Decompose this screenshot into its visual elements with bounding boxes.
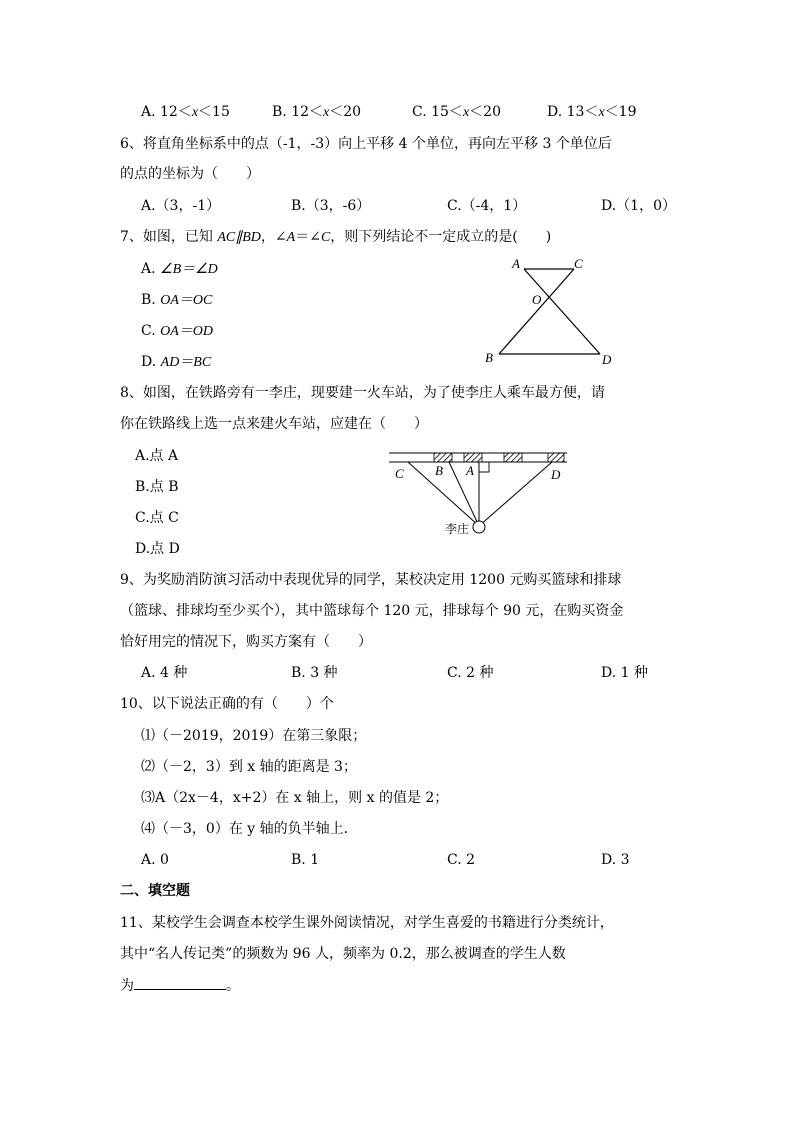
q5-option-d: D. 13＜x＜19 [547,104,637,120]
q8-railway-figure [385,446,575,541]
q11-stem-line2: 其中“名人传记类”的频数为 96 人，频率为 0.2，那么被调查的学生人数 [120,946,566,962]
q11-answer-blank[interactable] [134,975,226,990]
q7-stem: 7、如图，已知 AC∥BD，∠A＝∠C，则下列结论不一定成立的是( ) [120,229,552,245]
q7-option-b: B. OA＝OC [141,292,213,308]
line-b-to-village [449,462,479,526]
q6-option-c: C.（-4，1） [447,198,527,214]
q10-option-b: B. 1 [291,852,320,868]
q7-option-c: C. OA＝OD [141,323,214,339]
q10-option-a: A. 0 [141,852,169,868]
q9-option-b: B. 3 种 [291,665,338,681]
q6-option-b: B.（3，-6） [291,198,371,214]
q8-option-c: C.点 C [135,510,179,526]
q7-figure [480,252,620,372]
q8-stem-line1: 8、如图，在铁路旁有一李庄，现要建一火车站，为了使李庄人乘车最方便，请 [120,385,605,401]
label-d: D [551,467,561,482]
q8-option-b: B.点 B [135,479,179,495]
q11-stem-line1: 11、某校学生会调查本校学生课外阅读情况，对学生喜爱的书籍进行分类统计， [120,915,614,931]
q8-option-d: D.点 D [135,541,180,557]
q7-option-d: D. AD＝BC [141,354,212,370]
q9-stem-line3: 恰好用完的情况下，购买方案有（ ） [120,634,372,650]
section-heading-fill-in: 二、填空题 [120,883,190,899]
q10-statement-3: ⑶A（2x－4，x+2）在 x 轴上，则 x 的值是 2； [141,790,449,806]
q9-option-d: D. 1 种 [601,665,648,681]
q6-option-d: D.（1，0） [601,198,676,214]
label-a: A [466,463,474,478]
line-d-to-village [479,462,552,526]
label-b: B [485,350,493,365]
q10-statement-4: ⑷（－3，0）在 y 轴的负半轴上． [141,821,358,837]
q11-stem-line3: 为 。 [120,975,240,996]
railway-track [389,453,567,462]
village-marker [473,521,485,533]
q6-stem-line2: 的点的坐标为（ ） [120,166,260,182]
q10-option-d: D. 3 [601,852,630,868]
q6-stem-line1: 6、将直角坐标系中的点（-1，-3）向上平移 4 个单位，再向左平移 3 个单位后 [120,136,612,152]
q9-stem-line1: 9、为奖励消防演习活动中表现优异的同学，某校决定用 1200 元购买篮球和排球 [120,572,622,588]
q7-option-a: A. ∠B＝∠D [141,261,218,277]
q10-statement-1: ⑴（－2019，2019）在第三象限； [141,728,367,744]
label-b: B [435,463,443,478]
q10-option-c: C. 2 [447,852,476,868]
label-c: C [574,256,583,271]
q8-stem-line2: 你在铁路线上选一点来建火车站，应建在（ ） [120,416,428,432]
q5-option-c: C. 15＜x＜20 [412,104,501,120]
q10-statement-2: ⑵（－2，3）到 x 轴的距离是 3； [141,759,357,775]
q10-stem: 10、以下说法正确的有（ ）个 [120,696,334,712]
q9-option-c: C. 2 种 [447,665,494,681]
q6-option-a: A.（3，-1） [141,198,221,214]
q5-option-b: B. 12＜x＜20 [272,104,362,120]
label-a: A [512,256,520,271]
label-c: C [395,466,404,481]
q9-stem-line2: （篮球、排球均至少买个），其中篮球每个 120 元，排球每个 90 元，在购买资金 [120,603,624,619]
q5-option-a: A. 12＜x＜15 [141,104,230,120]
q8-option-a: A.点 A [135,448,179,464]
label-o: O [532,292,542,307]
right-angle-mark [479,462,489,472]
label-village: 李庄 [445,522,470,536]
label-d: D [602,352,612,367]
q9-option-a: A. 4 种 [141,665,188,681]
